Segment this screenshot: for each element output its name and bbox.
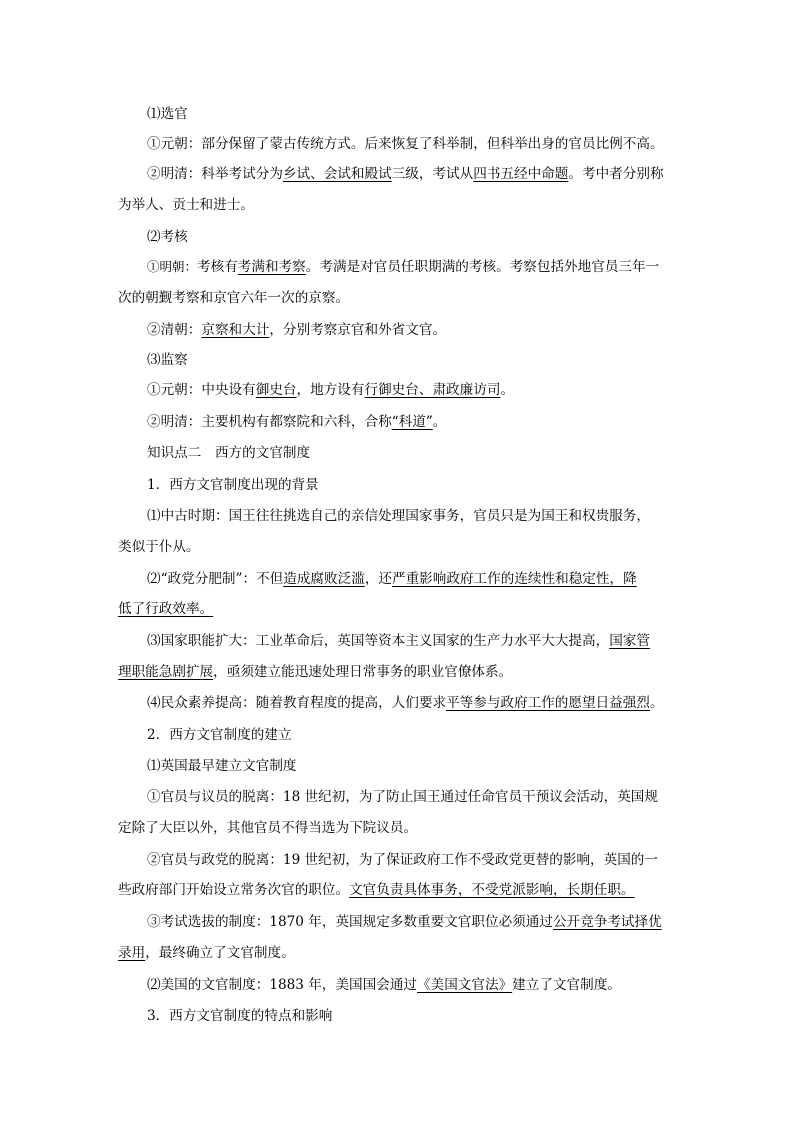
text-run: 。 — [500, 382, 515, 398]
paragraph-ming-evaluation-cont — [118, 290, 678, 306]
text-run: ⑶监察 — [147, 352, 188, 368]
underlined-key-phrase: 公开竞争考试择优 — [552, 914, 662, 930]
underlined-key-phrase: 低了行政效率。 — [118, 601, 214, 617]
paragraph-ming-qing-selection-cont — [118, 197, 678, 213]
paragraph-exam-selection-cont — [118, 945, 678, 961]
text-run: 1．西方文官制度出现的背景 — [147, 477, 319, 493]
section-heading-knowledge-point-2 — [147, 445, 707, 461]
paragraph-qing-evaluation — [147, 322, 707, 338]
text-run: 。 — [432, 414, 447, 430]
text-run: 定除了大臣以外，其他官员不得当选为下院议员。 — [118, 820, 418, 836]
paragraph-exam-selection — [147, 914, 707, 930]
paragraph-officials-mps-cont — [118, 820, 678, 836]
paragraph-public-literacy — [147, 695, 707, 711]
text-run: ①明朝： — [147, 259, 198, 274]
text-run: ，还 — [364, 571, 392, 587]
paragraph-officials-parties — [147, 852, 707, 868]
text-run: 考核有 — [197, 259, 238, 275]
text-run: ①元朝：部分保留了蒙古传统方式。后来恢复了科举制，但科举出身的官员比例不高。 — [147, 136, 664, 152]
text-run: ③考试选拔的制度：1870 年，英国规定多数重要文官职位必须通过 — [147, 914, 553, 930]
text-run: 。考中者分别称 — [568, 166, 664, 182]
paragraph-britain-first — [147, 758, 707, 774]
underlined-key-phrase: 造成腐败泛滥 — [283, 571, 365, 587]
paragraph-yuan-selection — [147, 136, 707, 152]
paragraph-ming-evaluation — [147, 259, 707, 275]
text-run: 次的朝觐考察和京官六年一次的京察。 — [118, 290, 350, 306]
underlined-key-phrase: 京察和大计 — [201, 322, 270, 338]
heading-establishment — [147, 727, 707, 743]
text-run: ①官员与议员的脱离：18 世纪初，为了防止国王通过任命官员干预议会活动，英国规 — [147, 789, 658, 805]
text-run: ②明清：主要机构有都察院和六科，合称 — [147, 414, 392, 430]
underlined-key-phrase: 录用 — [118, 945, 146, 961]
text-run: ，地方设有 — [296, 382, 365, 398]
heading-background — [147, 477, 707, 493]
text-run: ⑴英国最早建立文官制度 — [147, 758, 297, 774]
subheading-supervision — [147, 352, 707, 368]
text-run: ⑴选官 — [147, 106, 188, 122]
text-run: ，亟须建立能迅速处理日常事务的职业官僚体系。 — [213, 664, 513, 680]
paragraph-spoils-system-cont — [118, 601, 678, 617]
text-run: ②清朝： — [147, 322, 202, 338]
paragraph-ming-qing-supervision — [147, 414, 707, 430]
paragraph-ming-qing-selection — [147, 166, 707, 182]
text-run: ⑵考核 — [147, 229, 188, 245]
text-run: 知识点二 西方的文官制度 — [147, 445, 311, 461]
paragraph-state-functions-cont — [118, 664, 678, 680]
paragraph-state-functions — [147, 633, 707, 649]
text-run: ①元朝：中央设有 — [147, 382, 256, 398]
underlined-key-phrase: 御史台 — [255, 382, 297, 398]
underlined-key-phrase: 四书五经中命题 — [473, 166, 569, 182]
underlined-key-phrase: 乡试、会试和殿试 — [282, 166, 392, 182]
text-run: 为举人、贡士和进士。 — [118, 197, 254, 213]
text-run: 些政府部门开始设立常务次官的职位。 — [118, 882, 350, 898]
text-run: ⑴中古时期：国王往往挑选自己的亲信处理国家事务，官员只是为国王和权贵服务， — [147, 508, 650, 524]
underlined-key-phrase: 《美国文官法》 — [417, 977, 513, 993]
underlined-key-phrase: 国家管 — [609, 633, 650, 649]
text-run: ⑵“政党分肥制”：不但 — [147, 571, 284, 587]
text-run: ②官员与政党的脱离：19 世纪初，为了保证政府工作不受政党更替的影响，英国的一 — [147, 852, 658, 868]
text-run: ②明清：科举考试分为 — [147, 166, 283, 182]
text-run: ，分别考察京官和外省文官。 — [269, 322, 447, 338]
paragraph-middle-ages — [147, 508, 707, 524]
paragraph-middle-ages-cont — [118, 539, 678, 555]
underlined-key-phrase: 平等参与政府工作的愿望日益强烈 — [446, 695, 650, 711]
text-run: 。考满是对官员任职期满的考核。考察包括外地官员三年一 — [305, 259, 660, 275]
paragraph-yuan-supervision — [147, 382, 707, 398]
underlined-key-phrase: 严重影响政府工作的连续性和稳定性，降 — [392, 571, 637, 587]
text-run: 三级，考试从 — [391, 166, 474, 182]
underlined-key-phrase: “科道” — [391, 414, 433, 430]
underlined-key-phrase: 理职能急剧扩展 — [118, 664, 214, 680]
text-run: ⑷民众素养提高：随着教育程度的提高，人们要求 — [147, 695, 447, 711]
subheading-evaluation — [147, 229, 707, 245]
text-run: 。 — [649, 695, 664, 711]
paragraph-officials-parties-cont — [118, 882, 678, 898]
text-run: 类似于仆从。 — [118, 539, 200, 555]
underlined-key-phrase: 考满和考察 — [237, 259, 306, 275]
text-run: 建立了文官制度。 — [512, 977, 621, 993]
text-run: 2．西方文官制度的建立 — [147, 727, 292, 743]
text-run: ，最终确立了文官制度。 — [145, 945, 295, 961]
underlined-key-phrase: 行御史台、肃政廉访司 — [364, 382, 501, 398]
underlined-key-phrase: 文官负责具体事务，不受党派影响，长期任职。 — [349, 882, 635, 898]
subheading-selection — [147, 106, 707, 122]
text-run: ⑶国家职能扩大：工业革命后，英国等资本主义国家的生产力水平大大提高， — [147, 633, 610, 649]
paragraph-us-civil-service — [147, 977, 707, 993]
text-run: ⑵美国的文官制度：1883 年，美国国会通过 — [147, 977, 418, 993]
paragraph-officials-mps — [147, 789, 707, 805]
text-run: 3．西方文官制度的特点和影响 — [147, 1008, 333, 1024]
paragraph-spoils-system — [147, 571, 707, 587]
heading-features-impact — [147, 1008, 707, 1024]
